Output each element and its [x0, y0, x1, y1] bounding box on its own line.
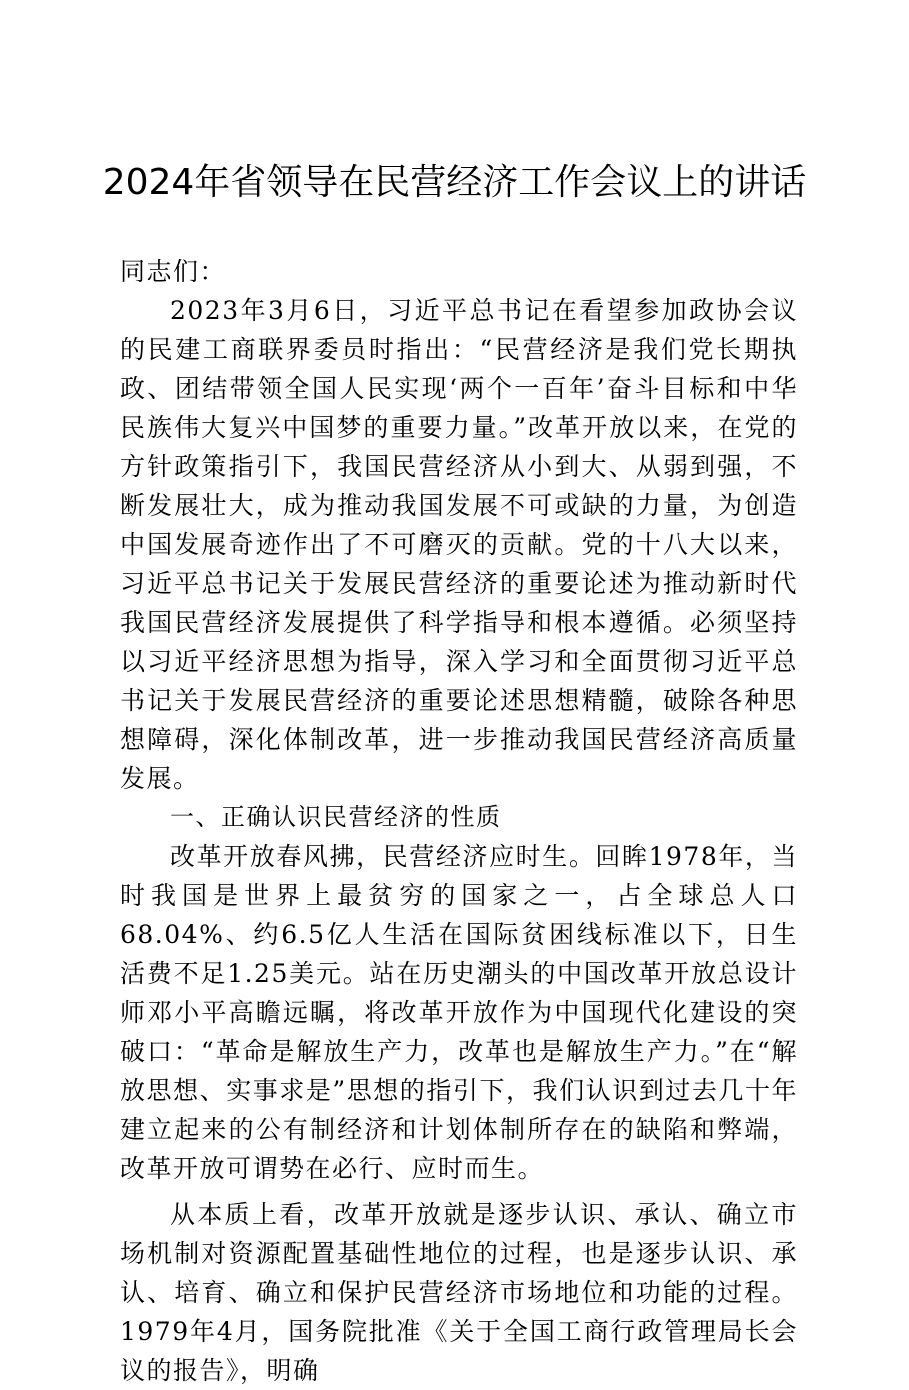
- document-body: [120, 252, 798, 1390]
- section-heading: 一、正确认识民营经济的性质: [170, 803, 502, 831]
- greeting: 同志们：: [120, 257, 227, 286]
- document-title: 2024年省领导在民营经济工作会议上的讲话: [102, 162, 807, 203]
- section-paragraph-1: 改革开放春风拂，民营经济应时生。回眸1978年，当时我国是世界上最贫穷的国家之一，占全球总人口68.04%、约6.5亿人生活在国际贫困线标准以下，日生活费不足1.25美元。站在历史潮头的中国改革开放总设计师邓小平高瞻远瞩，将改革开放作为中国现代化建设的突破口：“革命是解放生产力，改革也是解放生产力。”在“解放思想、实事求是”思想的指引下，我们认识到过去几十年建立起来的公有制经济和计划体制所存在的缺陷和弊端，改革开放可谓势在必行、应时而生。: [120, 842, 798, 1183]
- intro-paragraph: 2023年3月6日，习近平总书记在看望参加政协会议的民建工商联界委员时指出：“民营经济是我们党长期执政、团结带领全国人民实现‘两个一百年’奋斗目标和中华民族伟大复兴中国梦的重要力量。”改革开放以来，在党的方针政策指引下，我国民营经济从小到大、从弱到强，不断发展壮大，成为推动我国发展不可或缺的力量，为创造中国发展奇迹作出了不可磨灭的贡献。党的十八大以来，习近平总书记关于发展民营经济的重要论述为推动新时代我国民营经济发展提供了科学指导和根本遵循。必须坚持以习近平经济思想为指导，深入学习和全面贯彻习近平总书记关于发展民营经济的重要论述思想精髓，破除各种思想障碍，深化体制改革，进一步推动我国民营经济高质量发展。: [120, 296, 798, 793]
- section-paragraph-2: 从本质上看，改革开放就是逐步认识、承认、确立市场机制对资源配置基础性地位的过程，也是逐步认识、承认、培育、确立和保护民营经济市场地位和功能的过程。1979年4月，国务院批准《关于全国工商行政管理局长会议的报告》，明确: [120, 1200, 798, 1385]
